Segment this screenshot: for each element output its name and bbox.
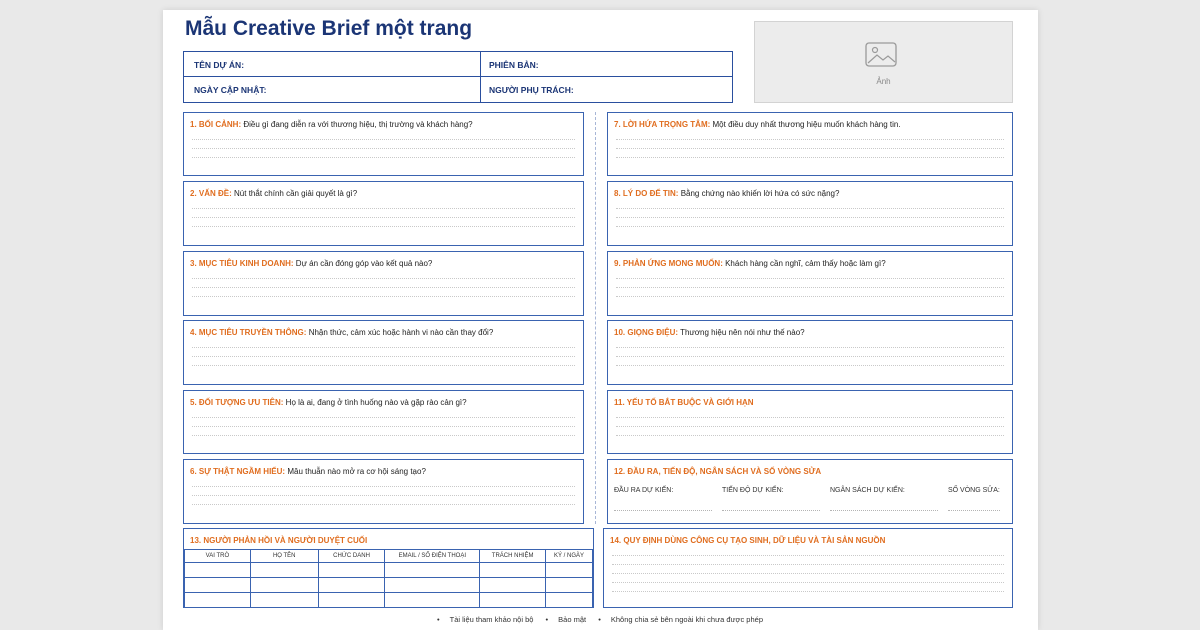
project-info-table	[183, 51, 733, 103]
section-title: 3. MỤC TIÊU KINH DOANH:	[190, 259, 294, 268]
footer: • Tài liệu tham khảo nội bộ • Bảo mật • Không chia sẻ bên ngoài khi chưa được phép	[436, 615, 763, 624]
section-key-promise[interactable]	[607, 112, 1013, 176]
table-row[interactable]	[185, 593, 593, 608]
table-row[interactable]	[185, 563, 593, 578]
section-mandatories[interactable]	[607, 390, 1013, 454]
footer-item: Tài liệu tham khảo nội bộ	[449, 615, 534, 624]
updated-date-field[interactable]: NGÀY CẬP NHẬT:	[194, 85, 267, 95]
section-title: 12. ĐẦU RA, TIẾN ĐỘ, NGÂN SÁCH VÀ SỐ VÒNG SỬA	[614, 467, 822, 476]
footer-item: Không chia sẻ bên ngoài khi chưa được phép	[610, 615, 763, 624]
section-title: 9. PHẢN ỨNG MONG MUỐN:	[614, 259, 723, 268]
image-placeholder[interactable]	[754, 21, 1013, 103]
section-question: Họ là ai, đang ở tình huống nào và gặp rào cản gì?	[285, 398, 467, 407]
section-title: 10. GIỌNG ĐIỆU:	[614, 328, 679, 337]
table-row[interactable]	[185, 578, 593, 593]
column-header: CHỨC DANH	[318, 550, 385, 563]
section-title: 14. QUY ĐỊNH DÙNG CÔNG CỤ TẠO SINH, DỮ LIỆU VÀ TÀI SẢN NGUỒN	[610, 536, 886, 545]
section-title: 4. MỤC TIÊU TRUYỀN THÔNG:	[190, 328, 307, 337]
revision-rounds-field[interactable]: SỐ VÒNG SỬA:	[948, 487, 1000, 511]
column-header: HỌ TÊN	[250, 550, 318, 563]
section-context[interactable]	[183, 112, 584, 176]
section-insight[interactable]	[183, 459, 584, 524]
image-placeholder-label: Ảnh	[876, 77, 891, 86]
section-question: Dự án cần đóng góp vào kết quả nào?	[295, 259, 433, 268]
column-divider	[595, 112, 596, 524]
section-reviewers	[183, 528, 594, 608]
section-tone-of-voice[interactable]	[607, 320, 1013, 385]
section-deliverables[interactable]	[607, 459, 1013, 524]
column-header: TRÁCH NHIỆM	[480, 550, 546, 563]
section-priority-audience[interactable]	[183, 390, 584, 454]
section-problem[interactable]	[183, 181, 584, 246]
section-business-goal[interactable]	[183, 251, 584, 316]
owner-field[interactable]: NGƯỜI PHỤ TRÁCH:	[480, 77, 732, 102]
section-question: Khách hàng cần nghĩ, cảm thấy hoặc làm gì?	[725, 259, 886, 268]
section-ai-data-rules[interactable]	[603, 528, 1013, 608]
timeline-field[interactable]: TIẾN ĐỘ DỰ KIẾN:	[722, 487, 820, 511]
project-name-field[interactable]: TÊN DỰ ÁN:	[184, 52, 480, 77]
section-title: 5. ĐỐI TƯỢNG ƯU TIÊN:	[190, 398, 284, 407]
section-reason-to-believe[interactable]	[607, 181, 1013, 246]
deliverable-field[interactable]: ĐẦU RA DỰ KIẾN:	[614, 487, 712, 511]
section-title: 1. BỐI CẢNH:	[190, 120, 242, 129]
section-question: Điều gì đang diễn ra với thương hiệu, thị trường và khách hàng?	[243, 120, 473, 129]
section-question: Thương hiệu nên nói như thế nào?	[680, 328, 805, 337]
section-title: 11. YẾU TỐ BẮT BUỘC VÀ GIỚI HẠN	[614, 398, 754, 407]
section-question: Bằng chứng nào khiến lời hứa có sức nặng?	[680, 189, 840, 198]
section-communication-goal[interactable]	[183, 320, 584, 385]
column-header: VAI TRÒ	[185, 550, 251, 563]
reviewers-table	[184, 549, 593, 608]
section-desired-response[interactable]	[607, 251, 1013, 316]
section-question: Mâu thuẫn nào mở ra cơ hội sáng tạo?	[287, 467, 426, 476]
image-icon	[865, 42, 897, 67]
budget-field[interactable]: NGÂN SÁCH DỰ KIẾN:	[830, 487, 938, 511]
footer-item: Bảo mật	[558, 615, 587, 624]
column-header: KÝ / NGÀY	[546, 550, 593, 563]
section-title: 13. NGƯỜI PHẢN HỒI VÀ NGƯỜI DUYỆT CUỐI	[190, 536, 368, 545]
deliverable-fields	[614, 487, 1006, 511]
section-title: 6. SỰ THẬT NGẦM HIỂU:	[190, 467, 286, 476]
section-question: Nút thắt chính cần giải quyết là gì?	[234, 189, 358, 198]
section-title: 8. LÝ DO ĐỂ TIN:	[614, 189, 679, 198]
section-title: 2. VẤN ĐỀ:	[190, 189, 232, 198]
version-field[interactable]: PHIÊN BẢN:	[480, 52, 732, 77]
section-question: Một điều duy nhất thương hiệu muốn khách hàng tin.	[712, 120, 901, 129]
page-title: Mẫu Creative Brief một trang	[185, 17, 473, 40]
section-question: Nhận thức, cảm xúc hoặc hành vi nào cần thay đổi?	[308, 328, 494, 337]
section-title: 7. LỜI HỨA TRỌNG TÂM:	[614, 120, 711, 129]
column-header: EMAIL / SỐ ĐIỆN THOẠI	[385, 550, 480, 563]
